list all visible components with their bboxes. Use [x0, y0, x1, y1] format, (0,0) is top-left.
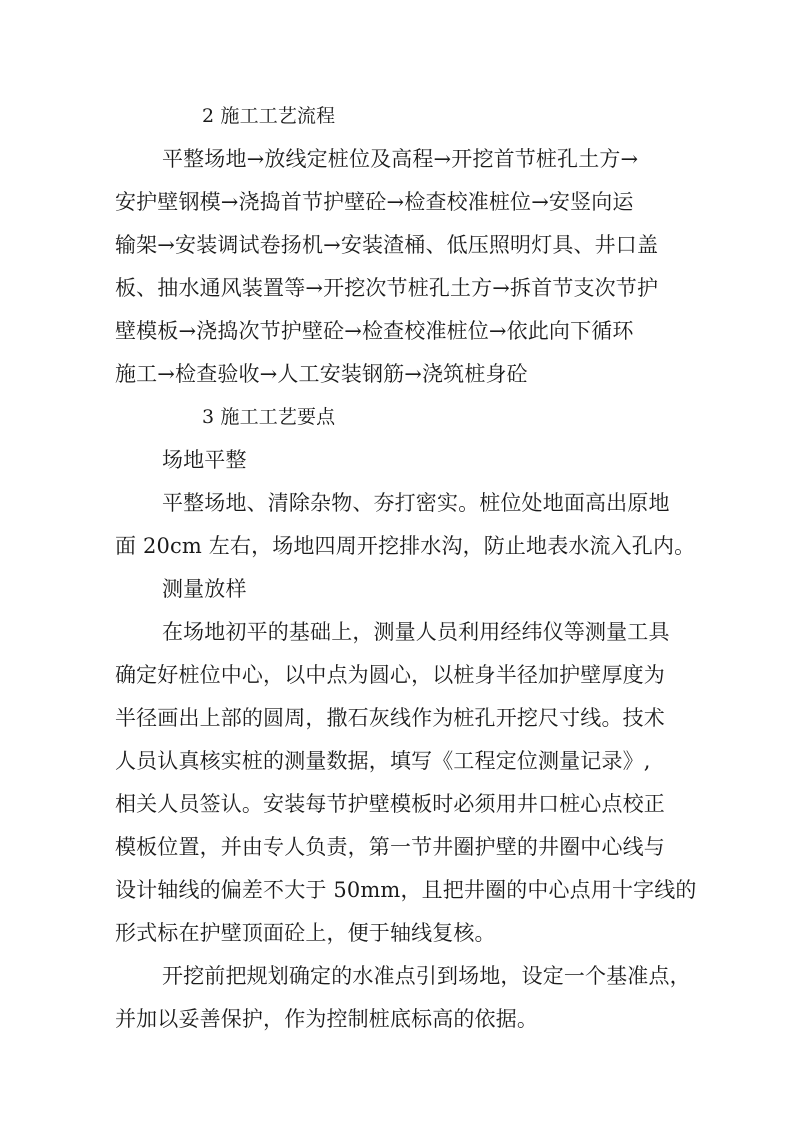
paragraph-line: 在场地初平的基础上，测量人员利用经纬仪等测量工具	[162, 620, 670, 644]
paragraph-line: 半径画出上部的圆周，撒石灰线作为桩孔开挖尺寸线。技术	[115, 706, 665, 730]
section-heading-key-points: 3 施工工艺要点	[202, 406, 336, 428]
paragraph-line: 平整场地、清除杂物、夯打密实。桩位处地面高出原地	[162, 491, 670, 515]
paragraph-line: 相关人员签认。安装每节护壁模板时必须用井口桩心点校正	[115, 792, 665, 816]
section-heading-process: 2 施工工艺流程	[202, 105, 336, 127]
subsection-title-site-leveling: 场地平整	[162, 448, 247, 472]
paragraph-line: 安护壁钢模→浇捣首节护壁砼→检查校准桩位→安竖向运	[115, 190, 634, 214]
paragraph-line: 人员认真核实桩的测量数据，填写《工程定位测量记录》,	[115, 749, 651, 773]
paragraph-line: 壁模板→浇捣次节护壁砼→检查校准桩位→依此向下循环	[115, 319, 634, 343]
paragraph-line: 平整场地→放线定桩位及高程→开挖首节桩孔土方→	[162, 147, 639, 171]
paragraph-line: 确定好桩位中心，以中点为圆心，以桩身半径加护壁厚度为	[115, 663, 665, 687]
paragraph-line: 开挖前把规划确定的水准点引到场地，设定一个基准点，	[162, 964, 691, 988]
paragraph-line: 施工→检查验收→人工安装钢筋→浇筑桩身砼	[115, 362, 528, 386]
paragraph-line: 板、抽水通风装置等→开挖次节桩孔土方→拆首节支次节护	[115, 276, 659, 300]
paragraph-line: 面 20cm 左右，场地四周开挖排水沟，防止地表水流入孔内。	[115, 534, 696, 558]
paragraph-line: 输架→安装调试卷扬机→安装渣桶、低压照明灯具、井口盖	[115, 233, 659, 257]
paragraph-line: 设计轴线的偏差不大于 50mm，且把井圈的中心点用十字线的	[115, 878, 697, 902]
paragraph-line: 模板位置，并由专人负责，第一节井圈护壁的井圈中心线与	[115, 835, 665, 859]
paragraph-line: 并加以妥善保护，作为控制桩底标高的依据。	[115, 1007, 538, 1031]
paragraph-line: 形式标在护壁顶面砼上，便于轴线复核。	[115, 921, 496, 945]
subsection-title-survey-layout: 测量放样	[162, 577, 247, 601]
